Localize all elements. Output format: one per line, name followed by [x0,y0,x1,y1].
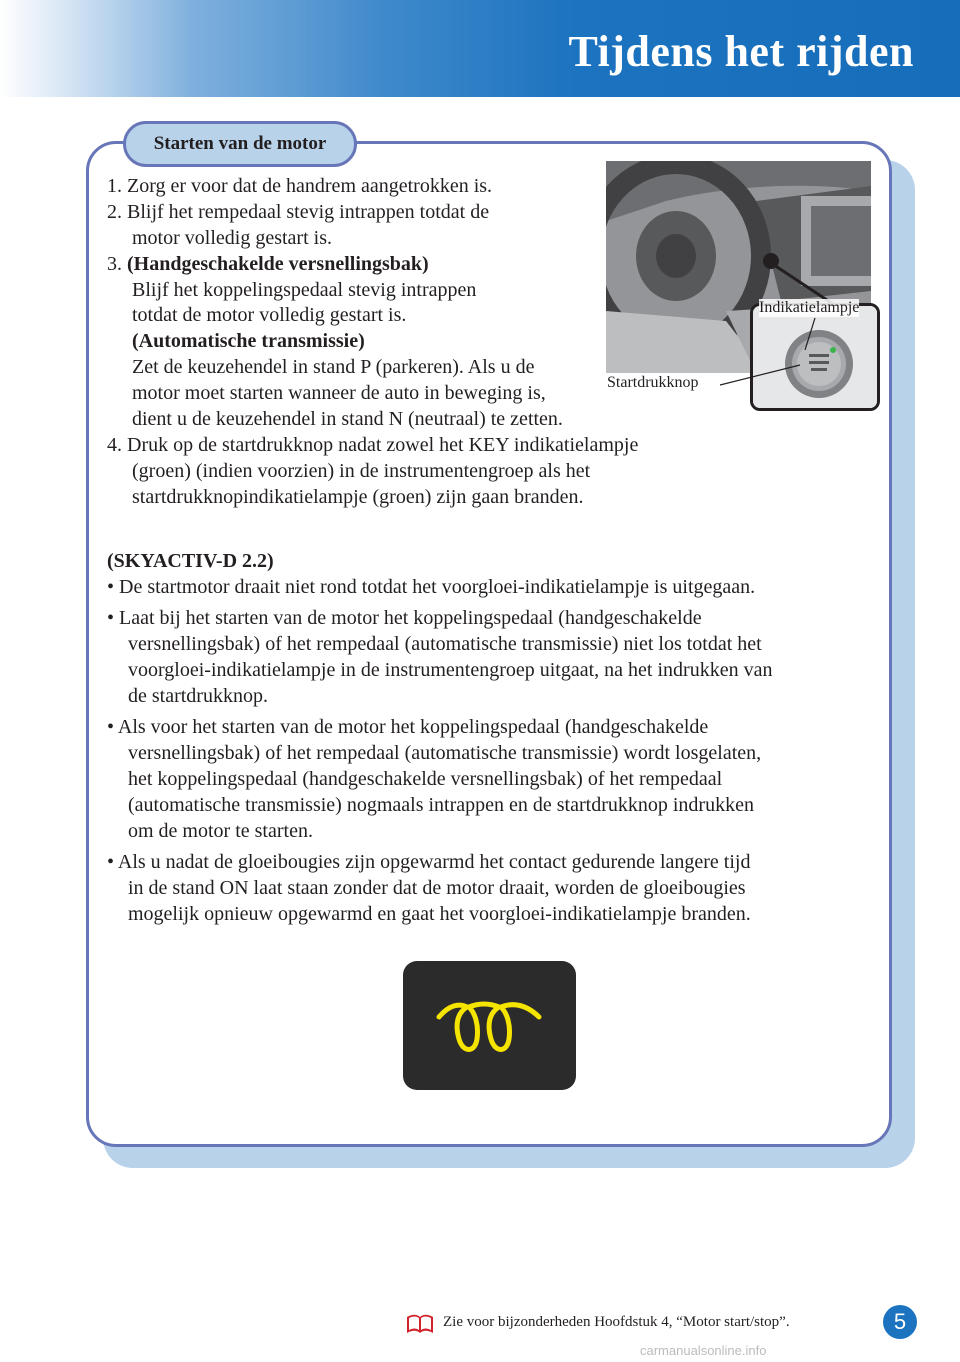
book-icon [405,1313,435,1335]
diesel-line-1: • De startmotor draait niet rond totdat het voorgloei-indikatielampje is uitgegaan. [107,576,756,598]
diesel-line-6: • Als voor het starten van de motor het koppelingspedaal (handgeschakelde [107,716,709,738]
step-1: 1. Zorg er voor dat de handrem aangetrokken is. [107,175,493,197]
diesel-line-5: de startdrukknop. [128,685,268,707]
step-2-line-1: 2. Blijf het rempedaal stevig intrappen totdat de [107,201,490,223]
section-tab: Starten van de motor [123,121,357,167]
diesel-line-12: in de stand ON laat staan zonder dat de motor draait, worden de gloeibougies [128,877,746,899]
step-3-auto-line-3: dient u de keuzehendel in stand N (neutraal) te zetten. [132,408,563,430]
page-title: Tijdens het rijden [568,27,914,76]
diesel-line-3: versnellingsbak) of het rempedaal (automatische transmissie) niet los totdat het [128,633,762,655]
step-3-auto-line-1: Zet de keuzehendel in stand P (parkeren). Als u de [132,356,535,378]
step-2-line-2: motor volledig gestart is. [132,227,332,249]
start-button-label: Startdrukknop [607,374,699,391]
diesel-line-10: om de motor te starten. [128,820,313,842]
diesel-line-13: mogelijk opnieuw opgewarmd en gaat het voorgloei-indikatielampje branden. [128,903,751,925]
step-3-manual-line-1: Blijf het koppelingspedaal stevig intrappen [132,279,477,301]
diesel-line-8: het koppelingspedaal (handgeschakelde versnellingsbak) of het rempedaal [128,768,723,790]
step-3-manual-line-2: totdat de motor volledig gestart is. [132,304,407,326]
diesel-line-11: • Als u nadat de gloeibougies zijn opgewarmd het contact gedurende langere tijd [107,851,751,873]
diesel-line-2: • Laat bij het starten van de motor het koppelingspedaal (handgeschakelde [107,607,702,629]
page-number: 5 [883,1305,917,1339]
diesel-line-7: versnellingsbak) of het rempedaal (automatische transmissie) wordt losgelaten, [128,742,762,764]
footer-reference: Zie voor bijzonderheden Hoofdstuk 4, “Motor start/stop”. [443,1314,790,1330]
glow-plug-indicator [403,961,576,1090]
automatic-transmission-heading [132,329,365,355]
diesel-line-9: (automatische transmissie) nogmaals intrappen en de startdrukknop indrukken [128,794,754,816]
diesel-heading: (SKYACTIV-D 2.2) [107,550,274,572]
step-3-heading [107,252,429,278]
step-3-number: 3. [107,253,127,275]
manual-transmission-heading: (Handgeschakelde versnellingsbak) [127,253,429,275]
automatic-transmission-heading-text: (Automatische transmissie) [132,330,365,352]
step-4-line-1: 4. Druk op de startdrukknop nadat zowel het KEY indikatielampje [107,434,639,456]
indicator-light-label: Indikatielampje [759,299,860,316]
glow-plug-indicator-icon [403,961,576,1090]
watermark: carmanualsonline.info [640,1343,767,1358]
callout-lines [700,310,820,390]
page-header [0,0,960,97]
diesel-line-4: voorgloei-indikatielampje in de instrumentengroep uitgaat, na het indrukken van [128,659,773,681]
step-3-auto-line-2: motor moet starten wanneer de auto in beweging is, [132,382,546,404]
step-4-line-3: startdrukknopindikatielampje (groen) zijn gaan branden. [132,486,584,508]
step-4-line-2: (groen) (indien voorzien) in de instrumentengroep als het [132,460,591,482]
